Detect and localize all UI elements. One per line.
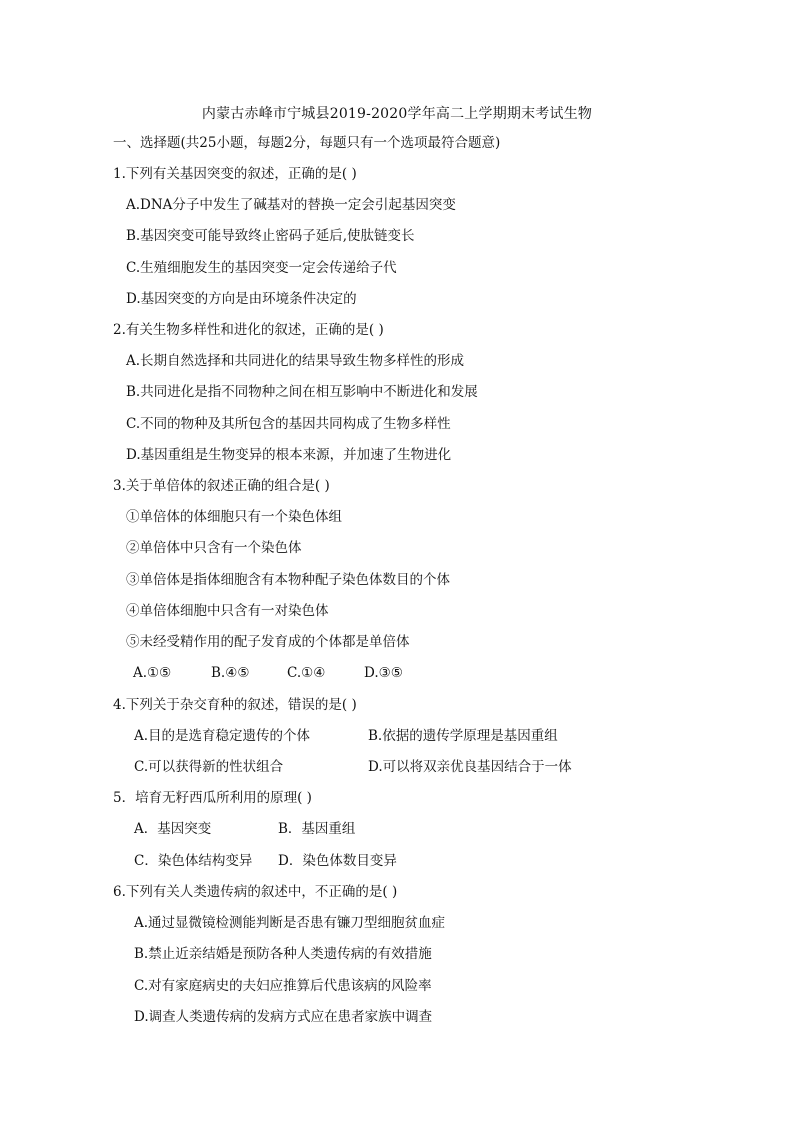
question-3-stem: 3.关于单倍体的叙述正确的组合是( ) <box>113 478 330 494</box>
question-1-option-b: B.基因突变可能导致终止密码子延后,使肽链变长 <box>126 228 415 244</box>
question-3-option-a: A.①⑤ <box>133 665 172 681</box>
question-6-option-a: A.通过显微镜检测能判断是否患有镰刀型细胞贫血症 <box>134 915 446 931</box>
question-5-option-a: A．基因突变 <box>134 821 212 837</box>
question-5-option-b: B．基因重组 <box>278 821 356 837</box>
question-4-option-c: C.可以获得新的性状组合 <box>134 759 284 775</box>
question-1-option-c: C.生殖细胞发生的基因突变一定会传递给子代 <box>126 260 397 276</box>
question-2-option-b: B.共同进化是指不同物种之间在相互影响中不断进化和发展 <box>126 384 478 400</box>
question-1-option-d: D.基因突变的方向是由环境条件决定的 <box>126 291 357 307</box>
question-4-option-b: B.依据的遗传学原理是基因重组 <box>368 728 558 744</box>
question-2-option-c: C.不同的物种及其所包含的基因共同构成了生物多样性 <box>126 416 451 432</box>
question-2-stem: 2.有关生物多样性和进化的叙述，正确的是( ) <box>113 322 384 338</box>
question-4-option-d: D.可以将双亲优良基因结合于一体 <box>368 759 572 775</box>
question-3-statement-1: ①单倍体的体细胞只有一个染色体组 <box>126 509 342 525</box>
question-3-statement-4: ④单倍体细胞中只含有一对染色体 <box>126 603 329 619</box>
section-heading: 一、选择题(共25小题，每题2分，每题只有一个选项最符合题意) <box>113 135 501 151</box>
question-6-option-b: B.禁止近亲结婚是预防各种人类遗传病的有效措施 <box>134 946 432 962</box>
question-6-option-d: D.调查人类遗传病的发病方式应在患者家族中调查 <box>134 1009 433 1025</box>
question-6-option-c: C.对有家庭病史的夫妇应推算后代患该病的风险率 <box>134 978 432 994</box>
question-3-statement-2: ②单倍体中只含有一个染色体 <box>126 540 302 556</box>
question-3-option-b: B.④⑤ <box>211 665 250 681</box>
question-3-statement-5: ⑤未经受精作用的配子发育成的个体都是单倍体 <box>126 634 410 650</box>
question-5-option-c: C．染色体结构变异 <box>134 853 253 869</box>
document-title: 内蒙古赤峰市宁城县2019-2020学年高二上学期期末考试生物 <box>201 106 593 122</box>
question-4-stem: 4.下列关于杂交育种的叙述，错误的是( ) <box>113 697 357 713</box>
question-5-option-d: D．染色体数目变异 <box>278 853 397 869</box>
question-2-option-d: D.基因重组是生物变异的根本来源，并加速了生物进化 <box>126 447 452 463</box>
question-4-option-a: A.目的是选育稳定遗传的个体 <box>134 728 311 744</box>
question-3-option-c: C.①④ <box>287 665 326 681</box>
question-3-statement-3: ③单倍体是指体细胞含有本物种配子染色体数目的个体 <box>126 572 450 588</box>
question-1-option-a: A.DNA分子中发生了碱基对的替换一定会引起基因突变 <box>126 197 456 213</box>
question-3-option-d: D.③⑤ <box>364 665 403 681</box>
question-2-option-a: A.长期自然选择和共同进化的结果导致生物多样性的形成 <box>126 353 465 369</box>
question-1-stem: 1.下列有关基因突变的叙述，正确的是( ) <box>113 166 357 182</box>
question-6-stem: 6.下列有关人类遗传病的叙述中，不正确的是( ) <box>113 884 398 900</box>
question-5-stem: 5．培育无籽西瓜所利用的原理( ) <box>113 790 312 806</box>
